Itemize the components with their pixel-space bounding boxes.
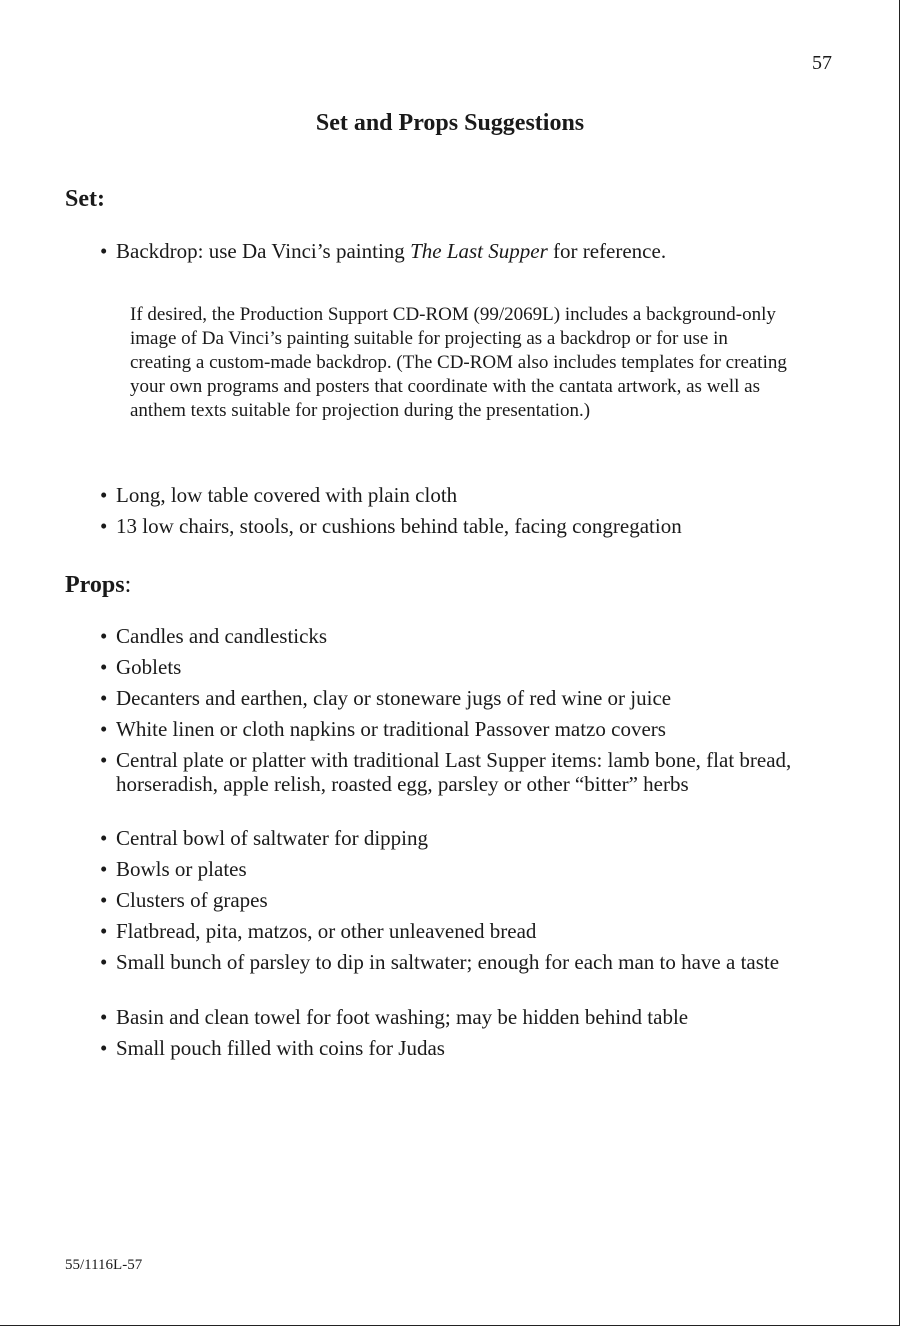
props-list-item <box>100 857 800 881</box>
backdrop-before: Backdrop: use Da Vinci’s painting <box>116 239 411 263</box>
set-item-text: Long, low table covered with plain cloth <box>116 483 458 507</box>
props-item-text: Candles and candlesticks <box>116 624 328 648</box>
bullet-icon: • <box>100 239 108 263</box>
props-item-text: Small bunch of parsley to dip in saltwater; enough for each man to have a taste <box>116 950 780 974</box>
page-title: Set and Props Suggestions <box>315 110 585 136</box>
props-list-item <box>100 826 800 850</box>
bullet-icon: • <box>100 888 108 912</box>
bullet-icon: • <box>100 950 108 974</box>
props-item-text: Small pouch filled with coins for Judas <box>116 1036 445 1060</box>
props-item-text: Central plate or platter with traditional Last Supper items: lamb bone, flat bread, horseradish, apple relish, roasted egg, parsley or other “bitter” herbs <box>116 748 792 796</box>
props-list-item <box>100 655 800 679</box>
bullet-icon: • <box>100 686 108 710</box>
bullet-icon: • <box>100 655 108 679</box>
footer-code: 55/1116L-57 <box>65 1257 143 1273</box>
props-list-item <box>100 1036 800 1060</box>
props-list-item <box>100 686 800 710</box>
backdrop-item <box>100 239 800 263</box>
props-heading <box>65 572 131 599</box>
props-list-item <box>100 950 800 974</box>
props-item-text: White linen or cloth napkins or traditional Passover matzo covers <box>116 717 666 741</box>
props-list-item <box>100 748 800 796</box>
props-list-item <box>100 888 800 912</box>
painting-title: The Last Supper <box>410 239 548 263</box>
bullet-icon: • <box>100 624 108 648</box>
props-list-item <box>100 1005 800 1029</box>
bullet-icon: • <box>100 919 108 943</box>
props-item-text: Goblets <box>116 655 182 679</box>
props-item-text: Clusters of grapes <box>116 888 268 912</box>
backdrop-after: for reference. <box>547 239 667 263</box>
props-item-text: Flatbread, pita, matzos, or other unleavened bread <box>116 919 537 943</box>
bullet-icon: • <box>100 1036 108 1060</box>
props-list-item <box>100 919 800 943</box>
props-item-text: Basin and clean towel for foot washing; may be hidden behind table <box>116 1005 689 1029</box>
bullet-icon: • <box>100 748 108 772</box>
bullet-icon: • <box>100 717 108 741</box>
props-list-item <box>100 717 800 741</box>
backdrop-text <box>116 239 800 263</box>
cdrom-note: If desired, the Production Support CD-ROM (99/2069L) includes a background-only image of Da Vinci’s painting suitable for projecting as a backdrop or for use in creating a custom-made backdrop. (The CD-ROM also includes templates for creating your own programs and posters that coordinate with the cantata artwork, as well as anthem texts suitable for projection during the presentation.) <box>130 304 787 421</box>
set-heading: Set: <box>65 186 105 212</box>
bullet-icon: • <box>100 483 108 507</box>
props-heading-label: Props <box>65 572 125 598</box>
props-item-text: Bowls or plates <box>116 857 247 881</box>
bullet-icon: • <box>100 514 108 538</box>
bullet-icon: • <box>100 857 108 881</box>
bullet-icon: • <box>100 826 108 850</box>
props-heading-colon: : <box>124 572 132 598</box>
props-list-item <box>100 624 800 648</box>
set-item-text: 13 low chairs, stools, or cushions behind table, facing congregation <box>116 514 682 538</box>
page-number: 57 <box>812 52 832 74</box>
props-item-text: Decanters and earthen, clay or stoneware jugs of red wine or juice <box>116 686 672 710</box>
set-list-item <box>100 514 800 538</box>
bullet-icon: • <box>100 1005 108 1029</box>
props-item-text: Central bowl of saltwater for dipping <box>116 826 429 850</box>
set-list-item <box>100 483 800 507</box>
